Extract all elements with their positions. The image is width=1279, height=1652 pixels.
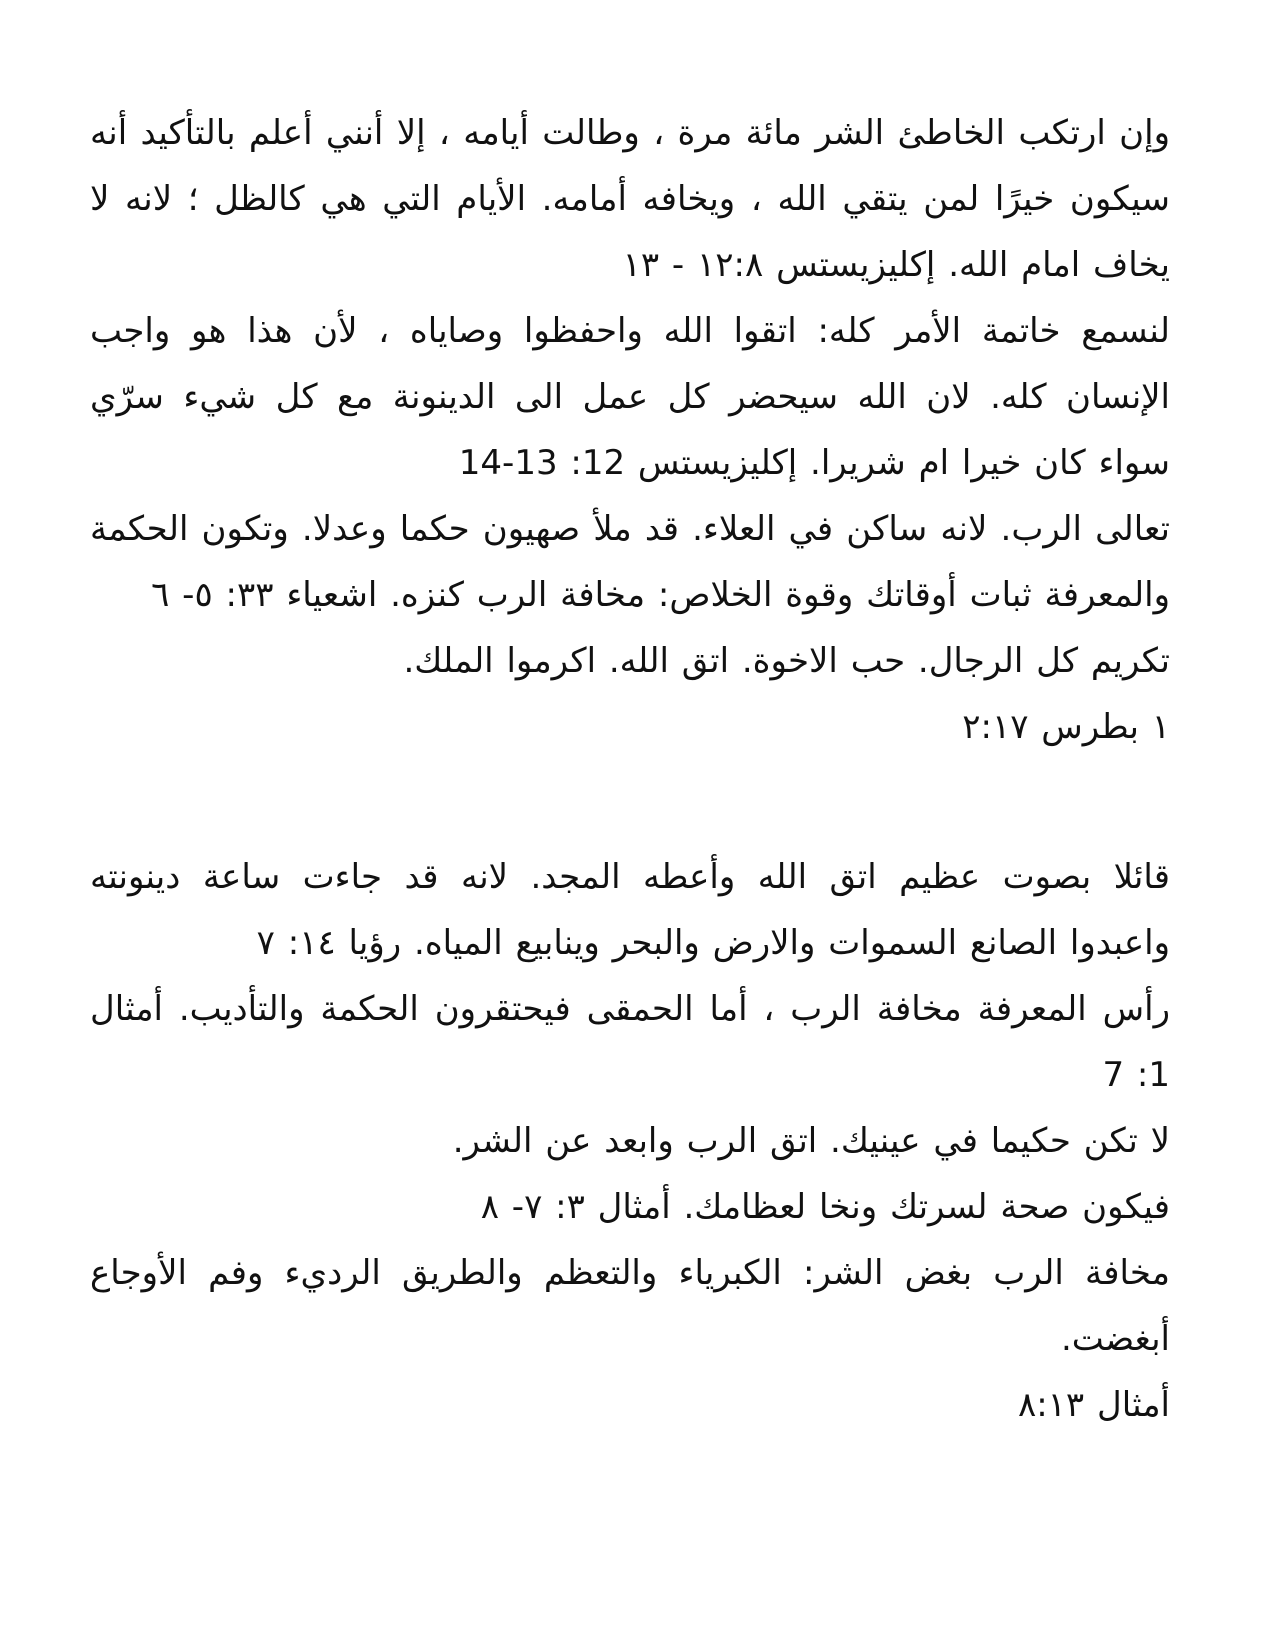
verse-paragraph: تكريم كل الرجال. حب الاخوة. اتق الله. اكرموا الملك. <box>403 641 1170 681</box>
verse-paragraph: فيكون صحة لسرتك ونخا لعظامك. أمثال ٣: ٧- ٨ <box>480 1187 1170 1227</box>
scripture-section-2 <box>90 844 1170 1438</box>
verse-reference: أمثال ٨:١٣ <box>1017 1385 1170 1425</box>
verse-paragraph: تعالى الرب. لانه ساكن في العلاء. قد ملأ صهيون حكما وعدلا. وتكون الحكمة والمعرفة ثبات أوقاتك وقوة الخلاص: مخافة الرب كنزه. اشعياء ٣٣: ٥- ٦ <box>90 509 1170 615</box>
verse-paragraph: وإن ارتكب الخاطئ الشر مائة مرة ، وطالت أيامه ، إلا أنني أعلم بالتأكيد أنه سيكون خيرًا لمن يتقي الله ، ويخافه أمامه. الأيام التي هي كالظل ؛ لانه لا يخاف امام الله. إكليزيستس ١٢:٨ - ١٣ <box>90 113 1170 285</box>
verse-paragraph: لنسمع خاتمة الأمر كله: اتقوا الله واحفظوا وصاياه ، لأن هذا هو واجب الإنسان كله. لان الله سيحضر كل عمل الى الدينونة مع كل شيء سرّي سواء كان خيرا ام شريرا. إكليزيستس 12: 13-14 <box>90 311 1170 483</box>
verse-paragraph: مخافة الرب بغض الشر: الكبرياء والتعظم والطريق الرديء وفم الأوجاع أبغضت. <box>90 1253 1170 1359</box>
verse-paragraph: لا تكن حكيما في عينيك. اتق الرب وابعد عن الشر. <box>452 1121 1170 1161</box>
verse-paragraph: رأس المعرفة مخافة الرب ، أما الحمقى فيحتقرون الحكمة والتأديب. أمثال 1: 7 <box>90 989 1170 1095</box>
scripture-section-1 <box>90 100 1170 760</box>
verse-reference: ١ بطرس ٢:١٧ <box>962 707 1170 747</box>
verse-paragraph: قائلا بصوت عظيم اتق الله وأعطه المجد. لانه قد جاءت ساعة دينونته واعبدوا الصانع السموات والارض والبحر وينابيع المياه. رؤيا ١٤: ٧ <box>90 857 1170 963</box>
